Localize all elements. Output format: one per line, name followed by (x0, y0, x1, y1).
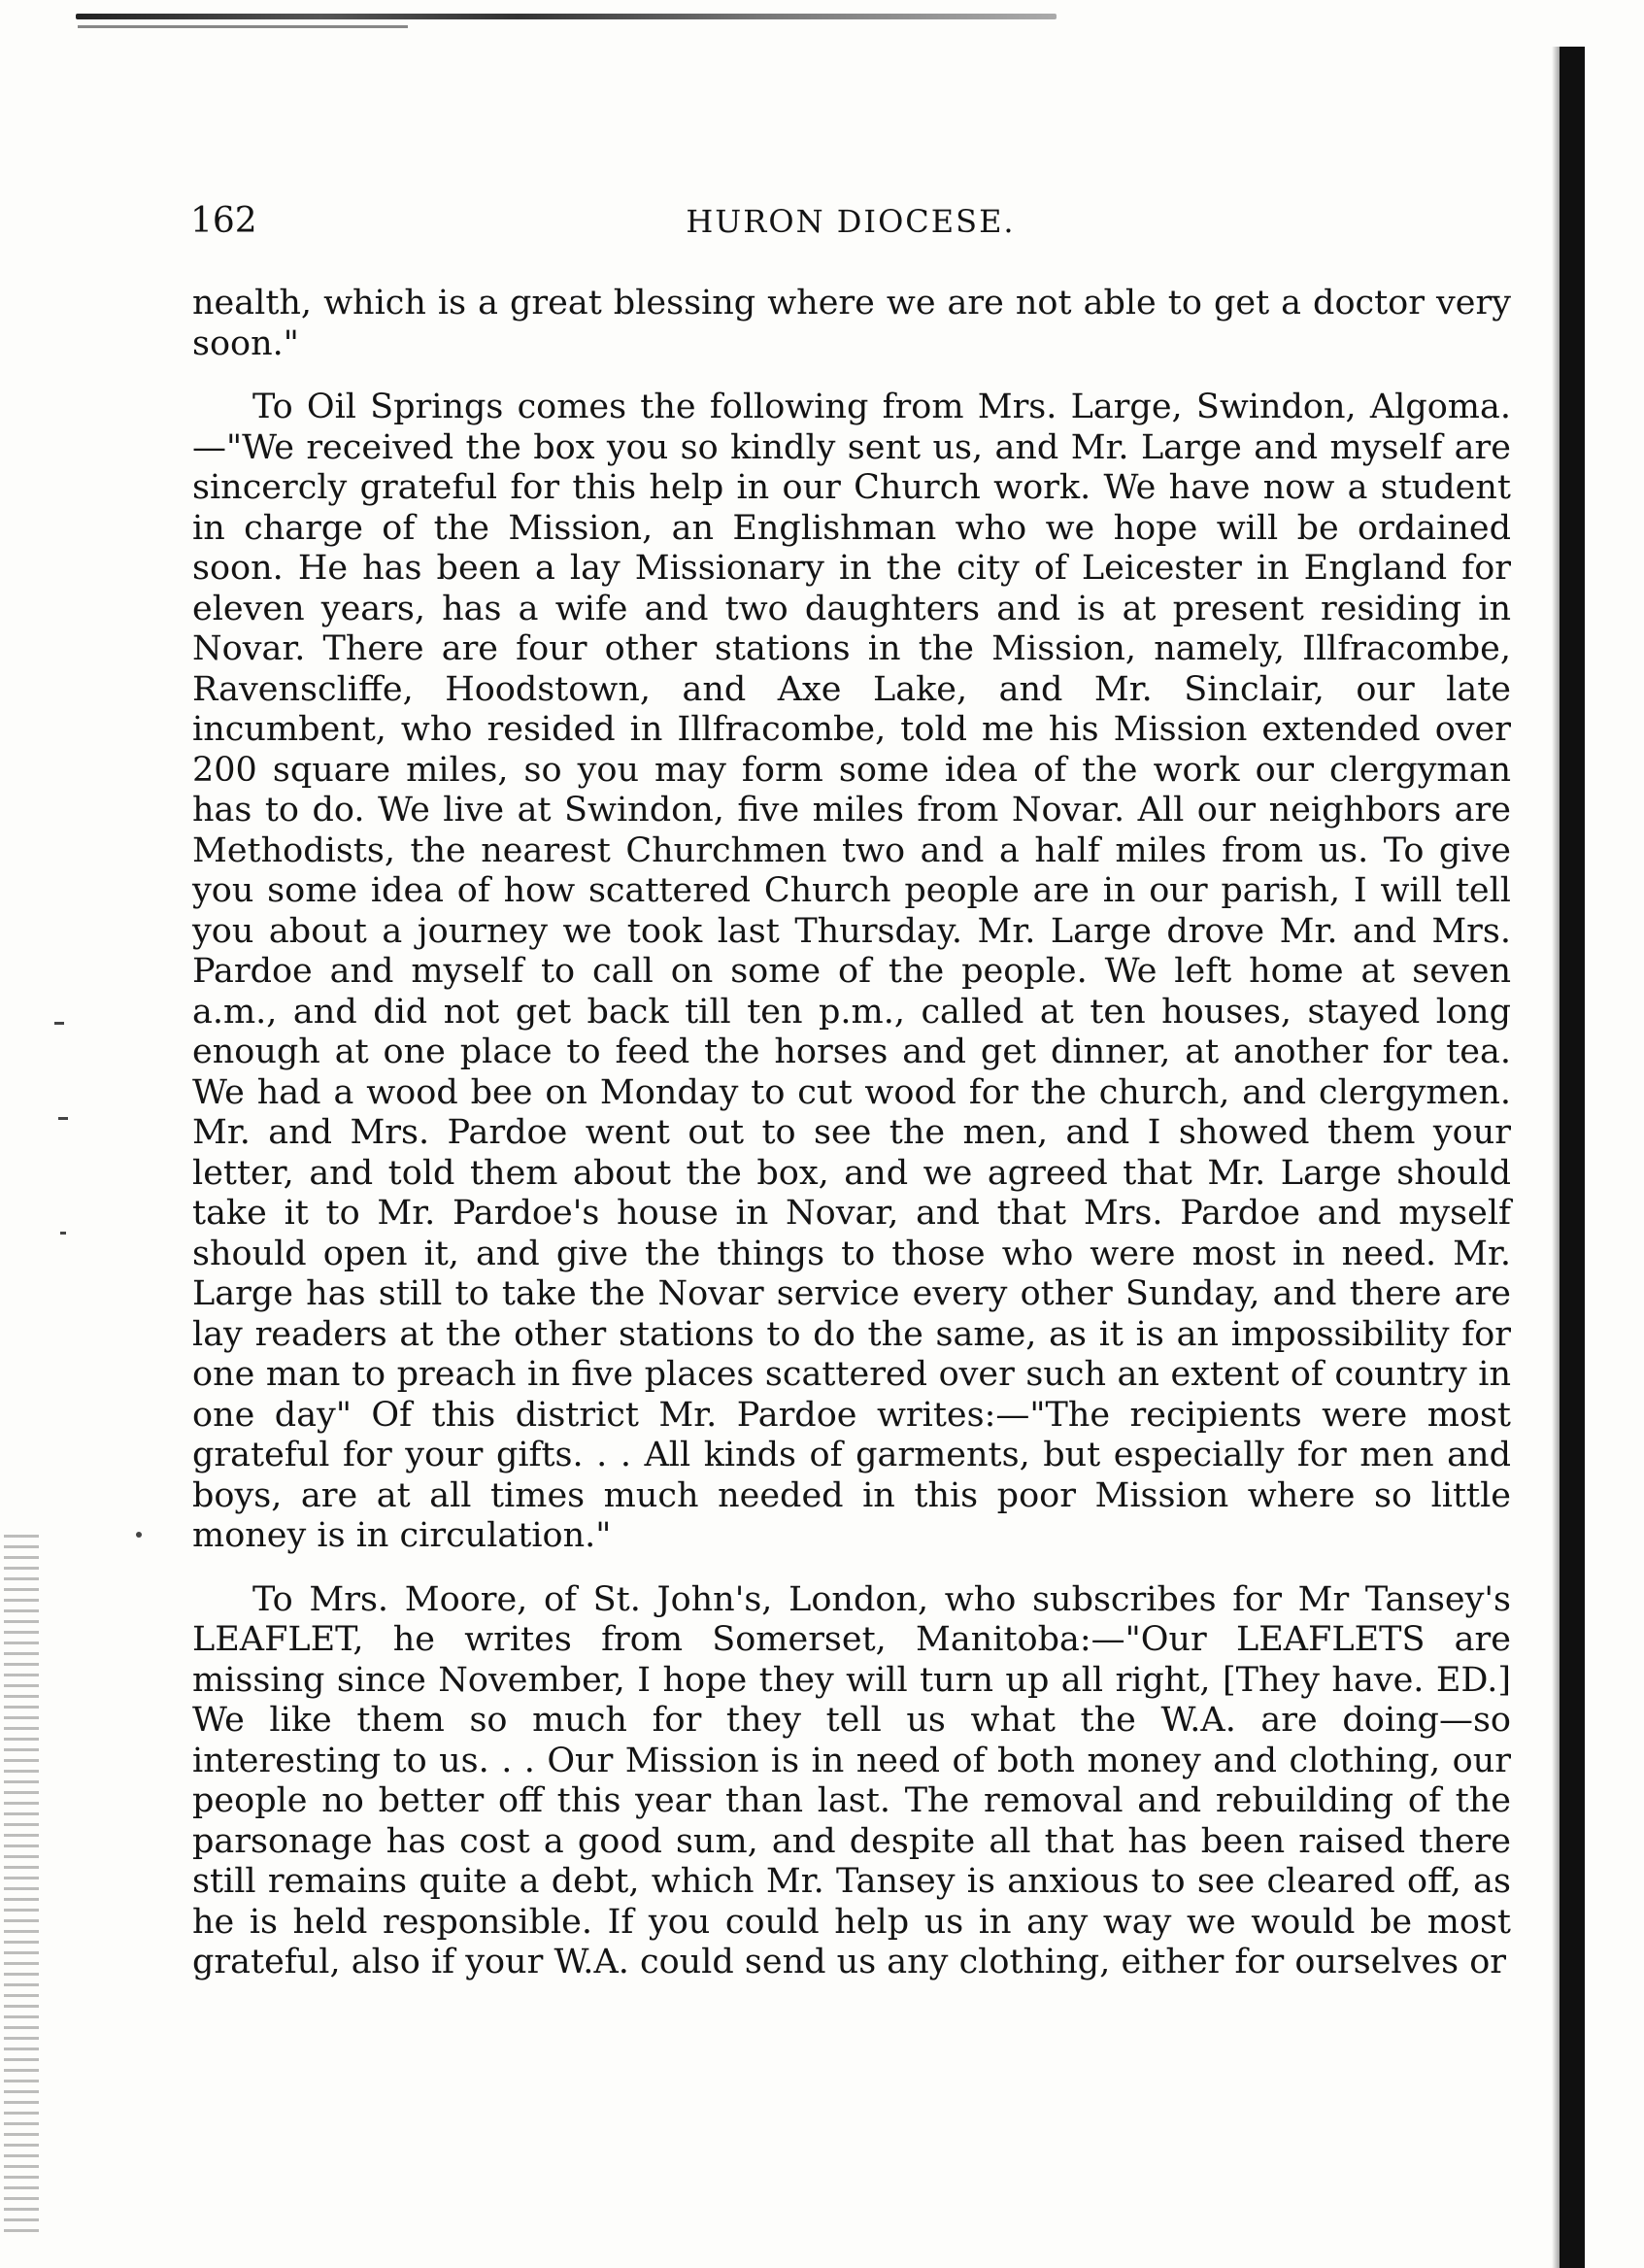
margin-mark (60, 1232, 66, 1235)
paragraph: nealth, which is a great blessing where we are not able to get a doctor very soon." (192, 284, 1511, 363)
body-text (192, 284, 1511, 1983)
margin-mark (58, 1117, 68, 1120)
running-head: HURON DIOCESE. (686, 203, 1016, 240)
margin-mark (54, 1022, 64, 1025)
margin-mark (136, 1532, 142, 1538)
paragraph: To Mrs. Moore, of St. John's, London, who subscribes for Mr Tansey's LEAFLET, he writes from Somerset, Manitoba:—"Our LEAFLETS are missing since November, I hope they will turn up all right, [They have. ED.] We like them so much for they tell us what the W.A. are doing—so interesting to us. . . Our Mission is in need of both money and clothing, our people no better off this year than last. The removal and rebuilding of the parsonage has cost a good sum, and despite all that has been raised there still remains quite a debt, which Mr. Tansey is anxious to see cleared off, as he is held responsible. If you could help us in any way we would be most grateful, also if your W.A. could send us any clothing, either for ourselves or (192, 1579, 1511, 1981)
scan-artifact-top-rule (76, 14, 1057, 19)
binding-shadow (1552, 47, 1560, 2268)
paragraph: To Oil Springs comes the following from Mrs. Large, Swindon, Algoma.—"We received the box you so kindly sent us, and Mr. Large and myself are sincercly grateful for this help in our Church work. We have now a student in charge of the Mission, an Englishman who we hope will be ordained soon. He has been a lay Missionary in the city of Leicester in England for eleven years, has a wife and two daughters and is at present residing in Novar. There are four other stations in the Mission, namely, Illfracombe, Ravenscliffe, Hoodstown, and Axe Lake, and Mr. Sinclair, our late incumbent, who resided in Illfracombe, told me his Mission extended over 200 square miles, so you may form some idea of the work our clergyman has to do. We live at Swindon, five miles from Novar. All our neighbors are Methodists, the nearest Churchmen two and a half miles from us. To give you some idea of how scattered Church people are in our parish, I will tell you about a journey we took last Thursday. Mr. Large drove Mr. and Mrs. Pardoe and myself to call on some of the people. We left home at seven a.m., and did not get back till ten p.m., called at ten houses, stayed long enough at one place to feed the horses and get dinner, at another for tea. We had a wood bee on Monday to cut wood for the church, and clergymen. Mr. and Mrs. Pardoe went out to see the men, and I showed them your letter, and told them about the box, and we agreed that Mr. Large should take it to Mr. Pardoe's house in Novar, and that Mrs. Pardoe and myself should open it, and give the things to those who were most in need. Mr. Large has still to take the Novar service every other Sunday, and there are lay readers at the other stations to do the same, as it is an impossibility for one man to preach in five places scattered over such an extent of country in one day" Of this district Mr. Pardoe writes:—"The recipients were most grateful for your gifts. . . All kinds of garments, but especially for men and boys, are at all times much needed in this poor Mission where so little money is in circulation." (192, 388, 1511, 1555)
page-header (190, 200, 1511, 243)
scan-artifact-left-edge (4, 1535, 39, 2234)
page-number: 162 (190, 201, 257, 241)
binding-edge (1560, 47, 1585, 2268)
scan-artifact-top-rule-secondary (78, 25, 408, 28)
